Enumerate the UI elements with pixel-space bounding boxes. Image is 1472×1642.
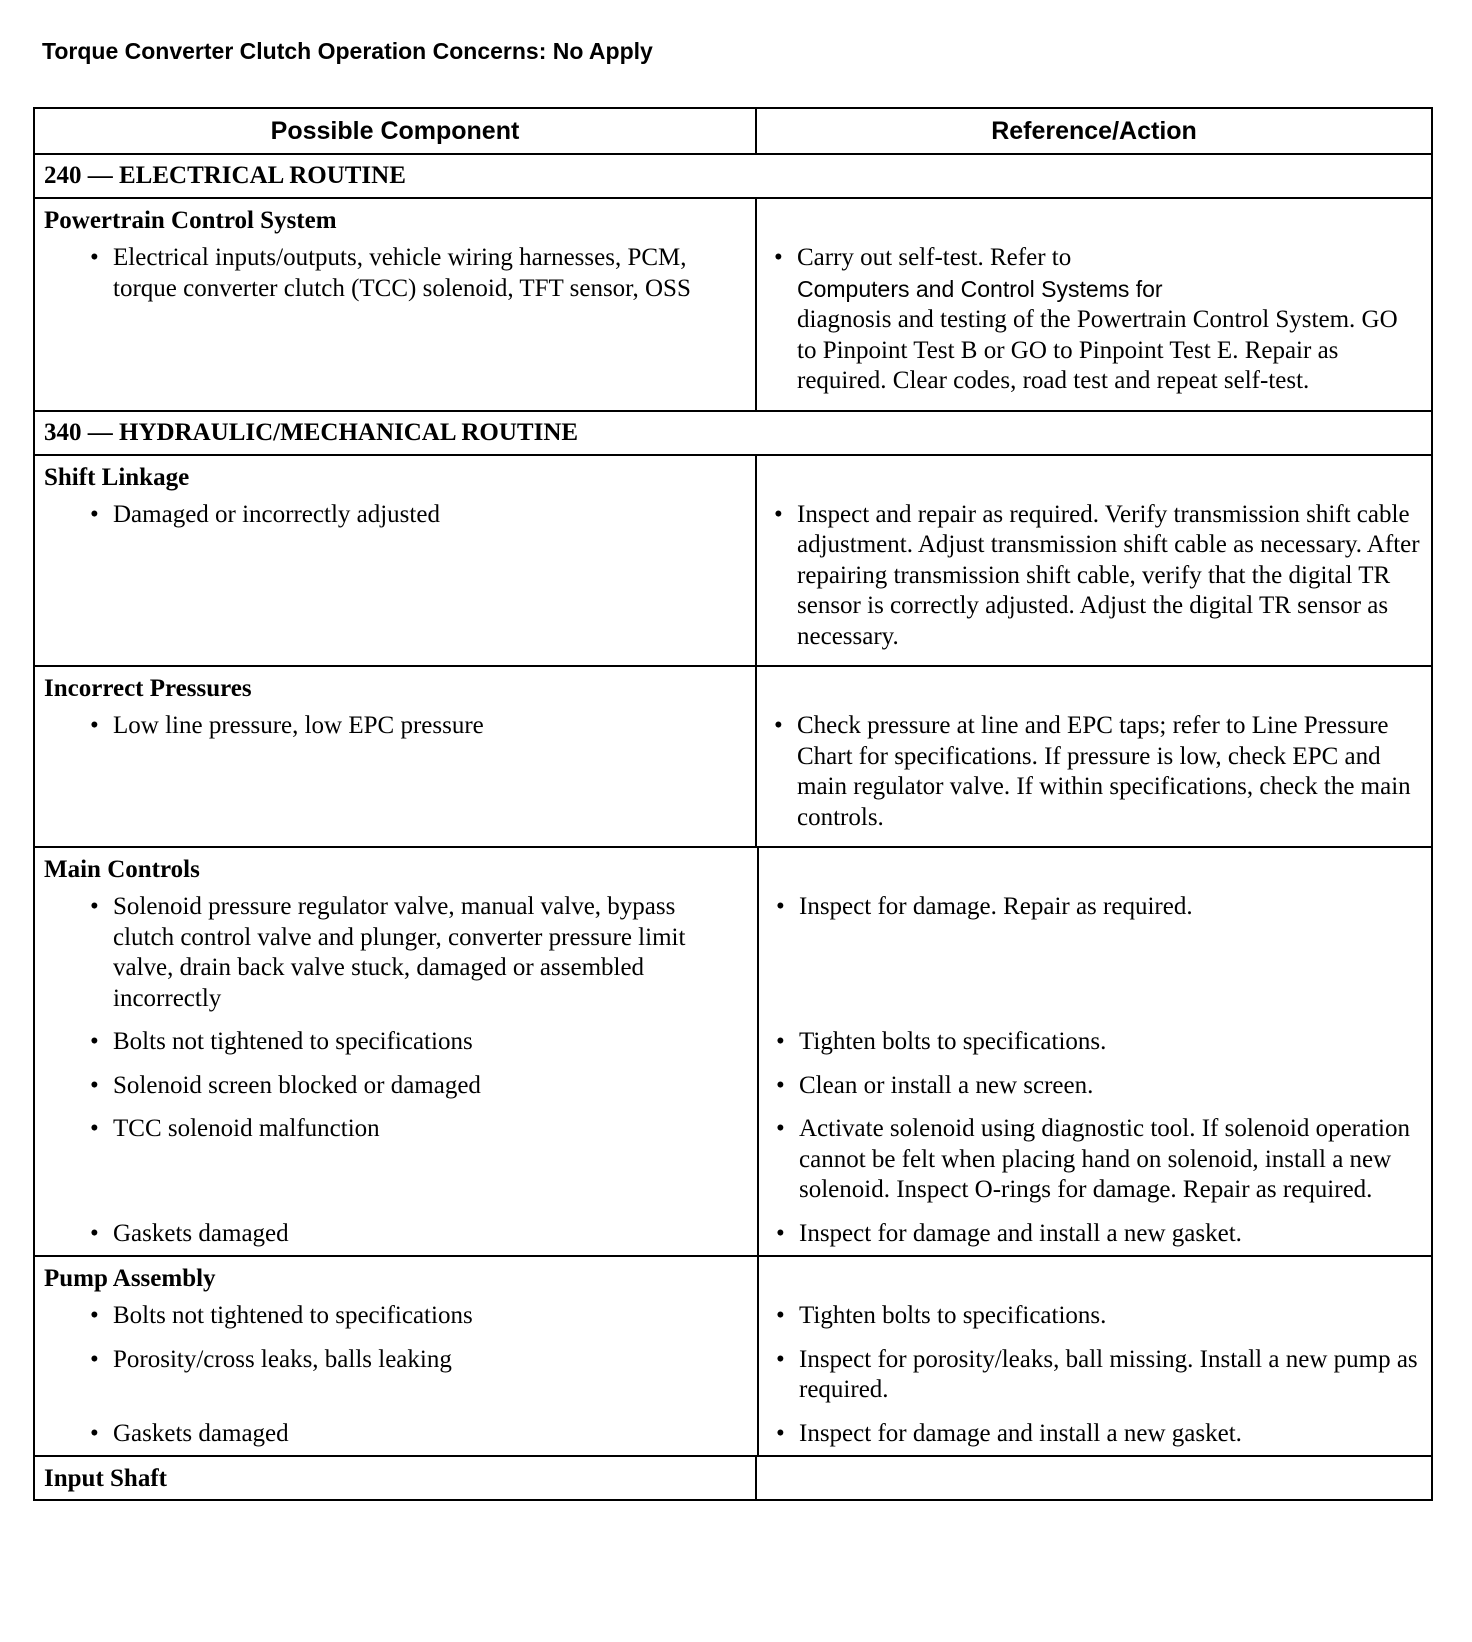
action-item: • Check pressure at line and EPC taps; refer to Line Pressure Chart for specifications. If pressure is low, check EPC and main regulator valve. If within specifications, check the main controls. bbox=[757, 711, 1431, 833]
component-item: • Damaged or incorrectly adjusted bbox=[35, 500, 755, 531]
action-item: • Inspect for porosity/leaks, ball missing. Install a new pump as required. bbox=[759, 1345, 1431, 1406]
group-row-main-controls bbox=[34, 847, 1432, 1256]
section-label: 240 — ELECTRICAL ROUTINE bbox=[34, 154, 1432, 198]
action-item bbox=[757, 243, 1431, 397]
group-heading: Input Shaft bbox=[44, 1465, 167, 1492]
action-item: • Tighten bolts to specifications. bbox=[759, 1027, 1431, 1058]
group-row-input-shaft bbox=[34, 1456, 1432, 1500]
component-item: • Solenoid pressure regulator valve, manual valve, bypass clutch control valve and plunger, converter pressure limit valve, drain back valve stuck, damaged or assembled incorrectly bbox=[35, 892, 757, 1014]
component-cell bbox=[35, 1257, 759, 1301]
component-cell bbox=[34, 666, 756, 847]
column-header-component: Possible Component bbox=[34, 108, 756, 154]
action-item: • Tighten bolts to specifications. bbox=[759, 1301, 1431, 1332]
action-item: • Inspect for damage and install a new gasket. bbox=[759, 1419, 1431, 1450]
component-cell bbox=[34, 198, 756, 411]
action-item: • Inspect for damage. Repair as required. bbox=[759, 892, 1431, 923]
group-row-incorrect-pressures bbox=[34, 666, 1432, 847]
section-label: 340 — HYDRAULIC/MECHANICAL ROUTINE bbox=[34, 411, 1432, 455]
action-cell bbox=[756, 198, 1432, 411]
component-cell bbox=[34, 455, 756, 667]
page-title: Torque Converter Clutch Operation Concerns: No Apply bbox=[42, 38, 653, 64]
component-item: • Bolts not tightened to specifications bbox=[35, 1301, 757, 1332]
component-item: • TCC solenoid malfunction bbox=[35, 1114, 757, 1145]
section-row-electrical bbox=[34, 154, 1432, 198]
action-item: • Inspect for damage and install a new gasket. bbox=[759, 1219, 1431, 1250]
action-cell bbox=[756, 666, 1432, 847]
component-cell bbox=[35, 848, 759, 892]
group-heading: Main Controls bbox=[44, 856, 200, 883]
group-cell bbox=[34, 1256, 1432, 1456]
component-cell bbox=[34, 1456, 756, 1500]
action-item: • Clean or install a new screen. bbox=[759, 1071, 1431, 1102]
action-cell bbox=[756, 1456, 1432, 1500]
concerns-table bbox=[33, 107, 1433, 1501]
component-item: • Gaskets damaged bbox=[35, 1419, 757, 1450]
group-row-shift-linkage bbox=[34, 455, 1432, 667]
action-text-rest: diagnosis and testing of the Powertrain Control System. GO to Pinpoint Test B or GO to Pinpoint Test E. Repair as required. Clear codes, road test and repeat self-test. bbox=[797, 306, 1398, 394]
component-item: • Gaskets damaged bbox=[35, 1219, 757, 1250]
component-item: • Electrical inputs/outputs, vehicle wiring harnesses, PCM, torque converter clutch (TCC) solenoid, TFT sensor, OSS bbox=[35, 243, 755, 304]
table-header-row bbox=[34, 108, 1432, 154]
component-item: • Porosity/cross leaks, balls leaking bbox=[35, 1345, 757, 1376]
group-heading: Shift Linkage bbox=[44, 463, 190, 491]
action-cell bbox=[756, 455, 1432, 667]
action-item: • Activate solenoid using diagnostic tool. If solenoid operation cannot be felt when placing hand on solenoid, install a new solenoid. Inspect O-rings for damage. Repair as required. bbox=[759, 1114, 1431, 1206]
component-item: • Low line pressure, low EPC pressure bbox=[35, 711, 755, 742]
group-heading: Incorrect Pressures bbox=[44, 675, 252, 702]
action-text: Carry out self-test. Refer to bbox=[797, 244, 1072, 271]
component-item: • Bolts not tightened to specifications bbox=[35, 1027, 757, 1058]
group-row-powertrain-control-system bbox=[34, 198, 1432, 411]
action-item: • Inspect and repair as required. Verify transmission shift cable adjustment. Adjust transmission shift cable as necessary. After repairing transmission shift cable, verify that the digital TR sensor is correctly adjusted. Adjust the digital TR sensor as necessary. bbox=[757, 500, 1431, 653]
reference-link[interactable]: Computers and Control Systems for bbox=[797, 275, 1163, 302]
component-item: • Solenoid screen blocked or damaged bbox=[35, 1071, 757, 1102]
group-heading: Pump Assembly bbox=[44, 1265, 216, 1292]
group-row-pump-assembly bbox=[34, 1256, 1432, 1456]
section-row-hydraulic bbox=[34, 411, 1432, 455]
group-cell bbox=[34, 847, 1432, 1256]
column-header-action: Reference/Action bbox=[756, 108, 1432, 154]
group-heading: Powertrain Control System bbox=[44, 207, 337, 234]
